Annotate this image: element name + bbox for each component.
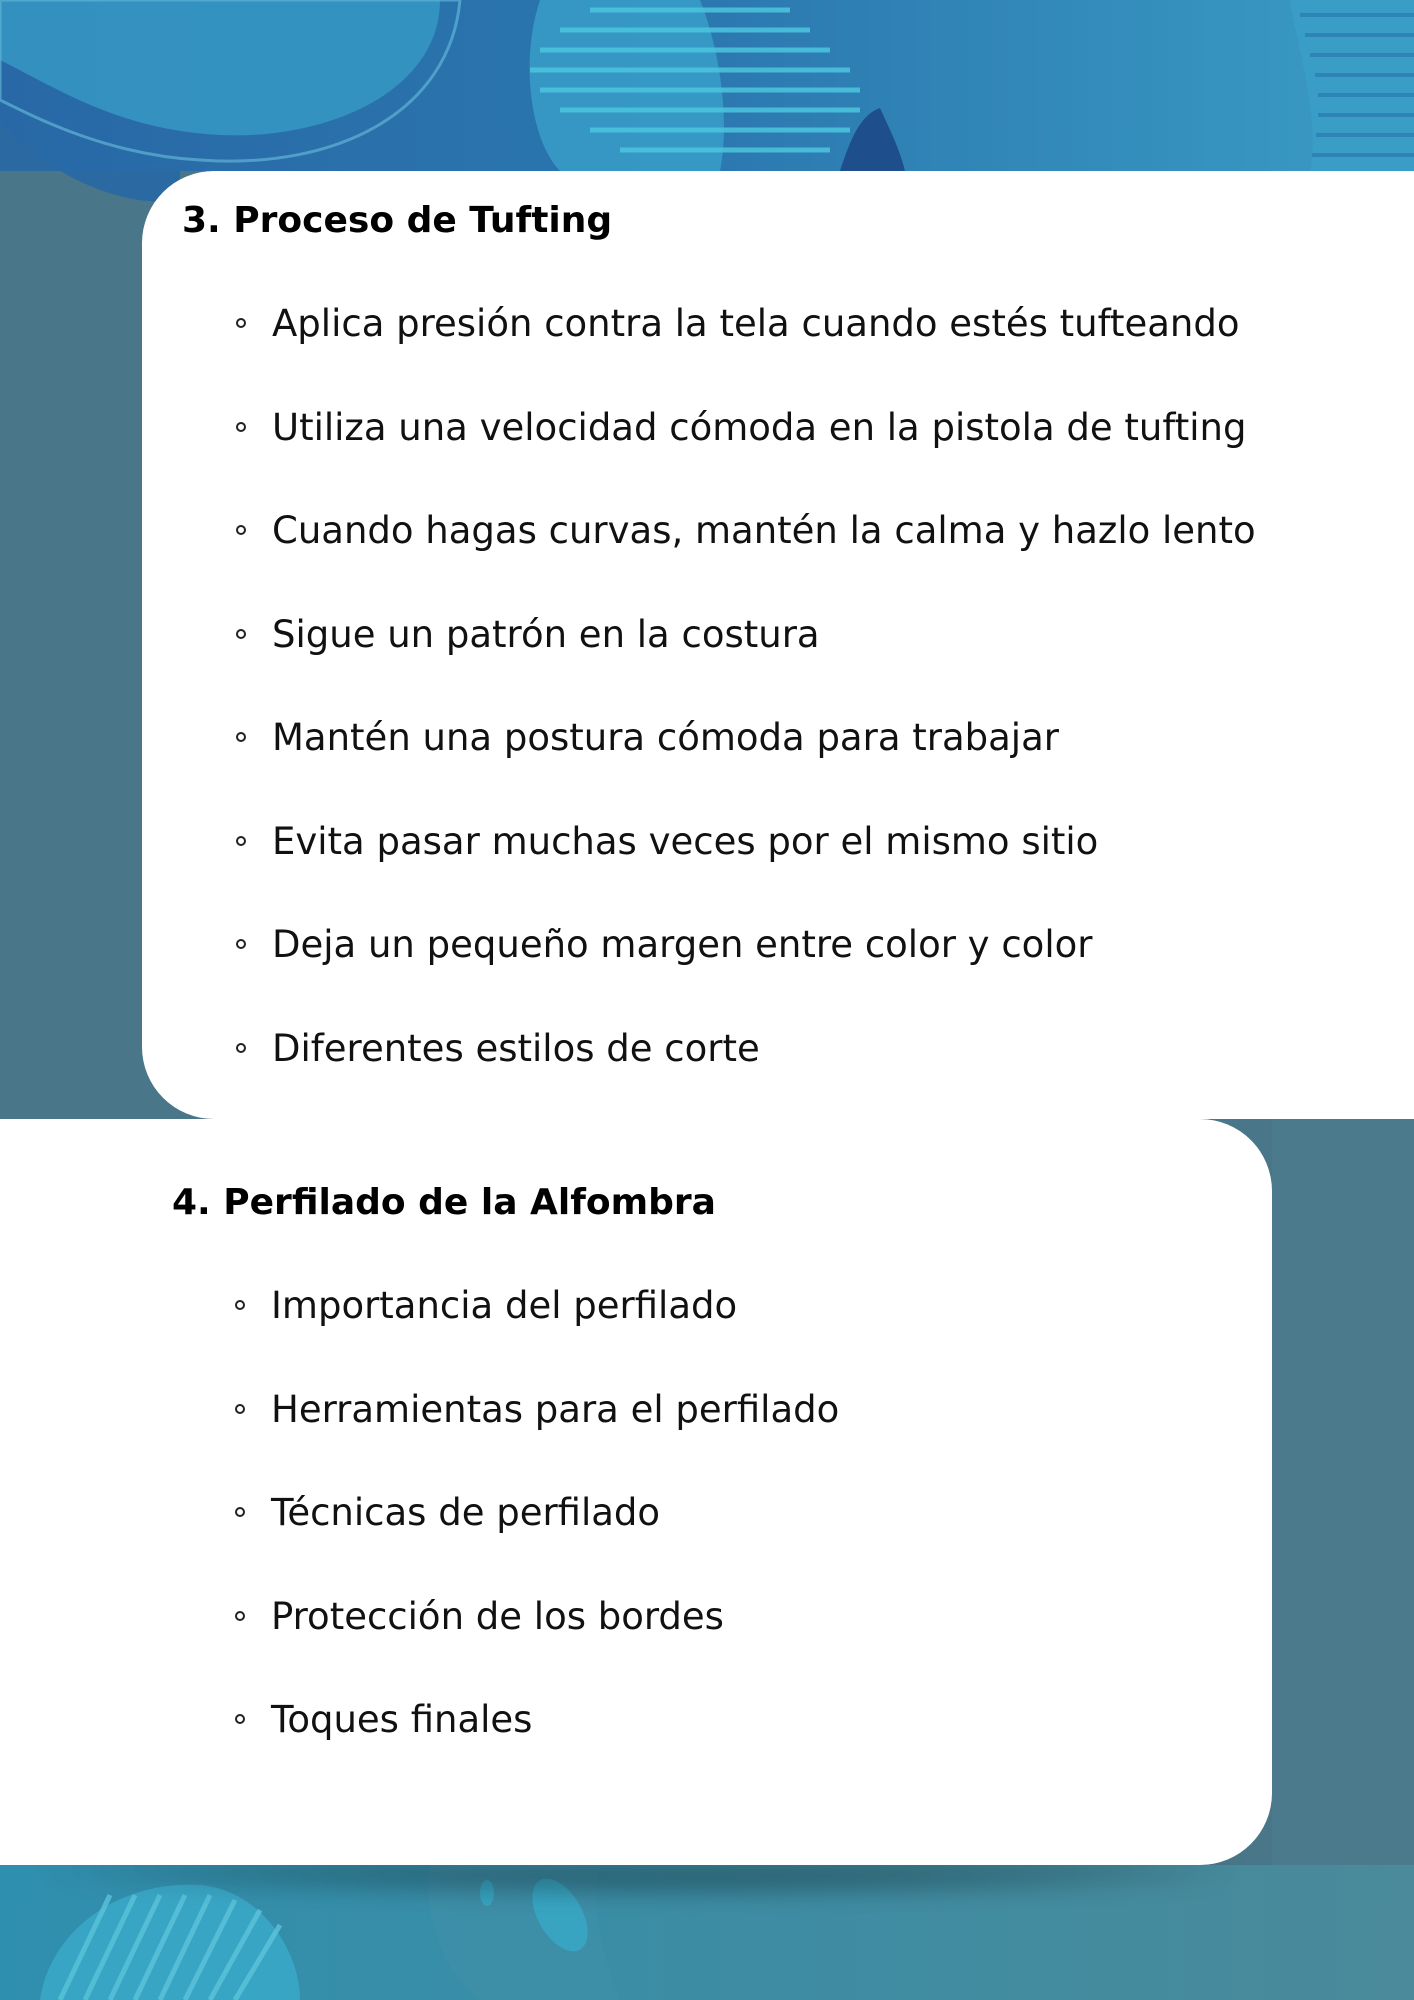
list-item <box>271 1388 1272 1492</box>
list-item-text: Deja un pequeño margen entre color y color <box>272 923 1093 966</box>
list-item <box>272 923 1414 1027</box>
circle-bullet-icon <box>235 1404 245 1414</box>
list-item-text: Diferentes estilos de corte <box>272 1026 760 1070</box>
circle-bullet-icon <box>236 732 246 742</box>
circle-bullet-icon <box>236 629 246 639</box>
perfilado-list <box>172 1284 1272 1802</box>
circle-bullet-icon <box>236 1043 246 1053</box>
section-card-perfilado <box>0 1119 1272 1865</box>
tufting-list <box>182 302 1414 1130</box>
circle-bullet-icon <box>236 939 246 949</box>
list-item <box>272 302 1414 406</box>
list-item <box>272 509 1414 613</box>
list-item-text: Cuando hagas curvas, mantén la calma y hazlo lento <box>272 509 1256 552</box>
list-item-text: Técnicas de perfilado <box>271 1491 661 1534</box>
list-item-text: Toques finales <box>271 1698 533 1741</box>
section-title-tufting: 3. Proceso de Tufting <box>182 200 613 241</box>
list-item <box>272 613 1414 717</box>
circle-bullet-icon <box>235 1507 245 1517</box>
list-item-text: Evita pasar muchas veces por el mismo sitio <box>272 819 1099 863</box>
list-item <box>271 1491 1272 1595</box>
list-item <box>272 716 1414 820</box>
circle-bullet-icon <box>236 525 246 535</box>
list-item <box>271 1595 1272 1699</box>
list-item-text: Utiliza una velocidad cómoda en la pistola de tufting <box>272 405 1247 449</box>
list-item <box>271 1284 1272 1388</box>
list-item-text: Importancia del perfilado <box>271 1284 738 1327</box>
circle-bullet-icon <box>236 422 246 432</box>
circle-bullet-icon <box>236 318 246 328</box>
list-item <box>272 1027 1414 1131</box>
list-item-text: Sigue un patrón en la costura <box>272 612 820 656</box>
list-item <box>271 1698 1272 1802</box>
list-item-text: Mantén una postura cómoda para trabajar <box>272 716 1059 759</box>
section-card-tufting <box>142 171 1414 1119</box>
list-item <box>272 406 1414 510</box>
circle-bullet-icon <box>235 1714 245 1724</box>
list-item-text: Herramientas para el perfilado <box>271 1387 840 1431</box>
circle-bullet-icon <box>235 1300 245 1310</box>
list-item <box>272 820 1414 924</box>
list-item-text: Protección de los bordes <box>271 1594 724 1638</box>
list-item-text: Aplica presión contra la tela cuando estés tufteando <box>272 302 1240 345</box>
circle-bullet-icon <box>236 836 246 846</box>
section-title-perfilado: 4. Perfilado de la Alfombra <box>172 1182 716 1223</box>
circle-bullet-icon <box>235 1611 245 1621</box>
